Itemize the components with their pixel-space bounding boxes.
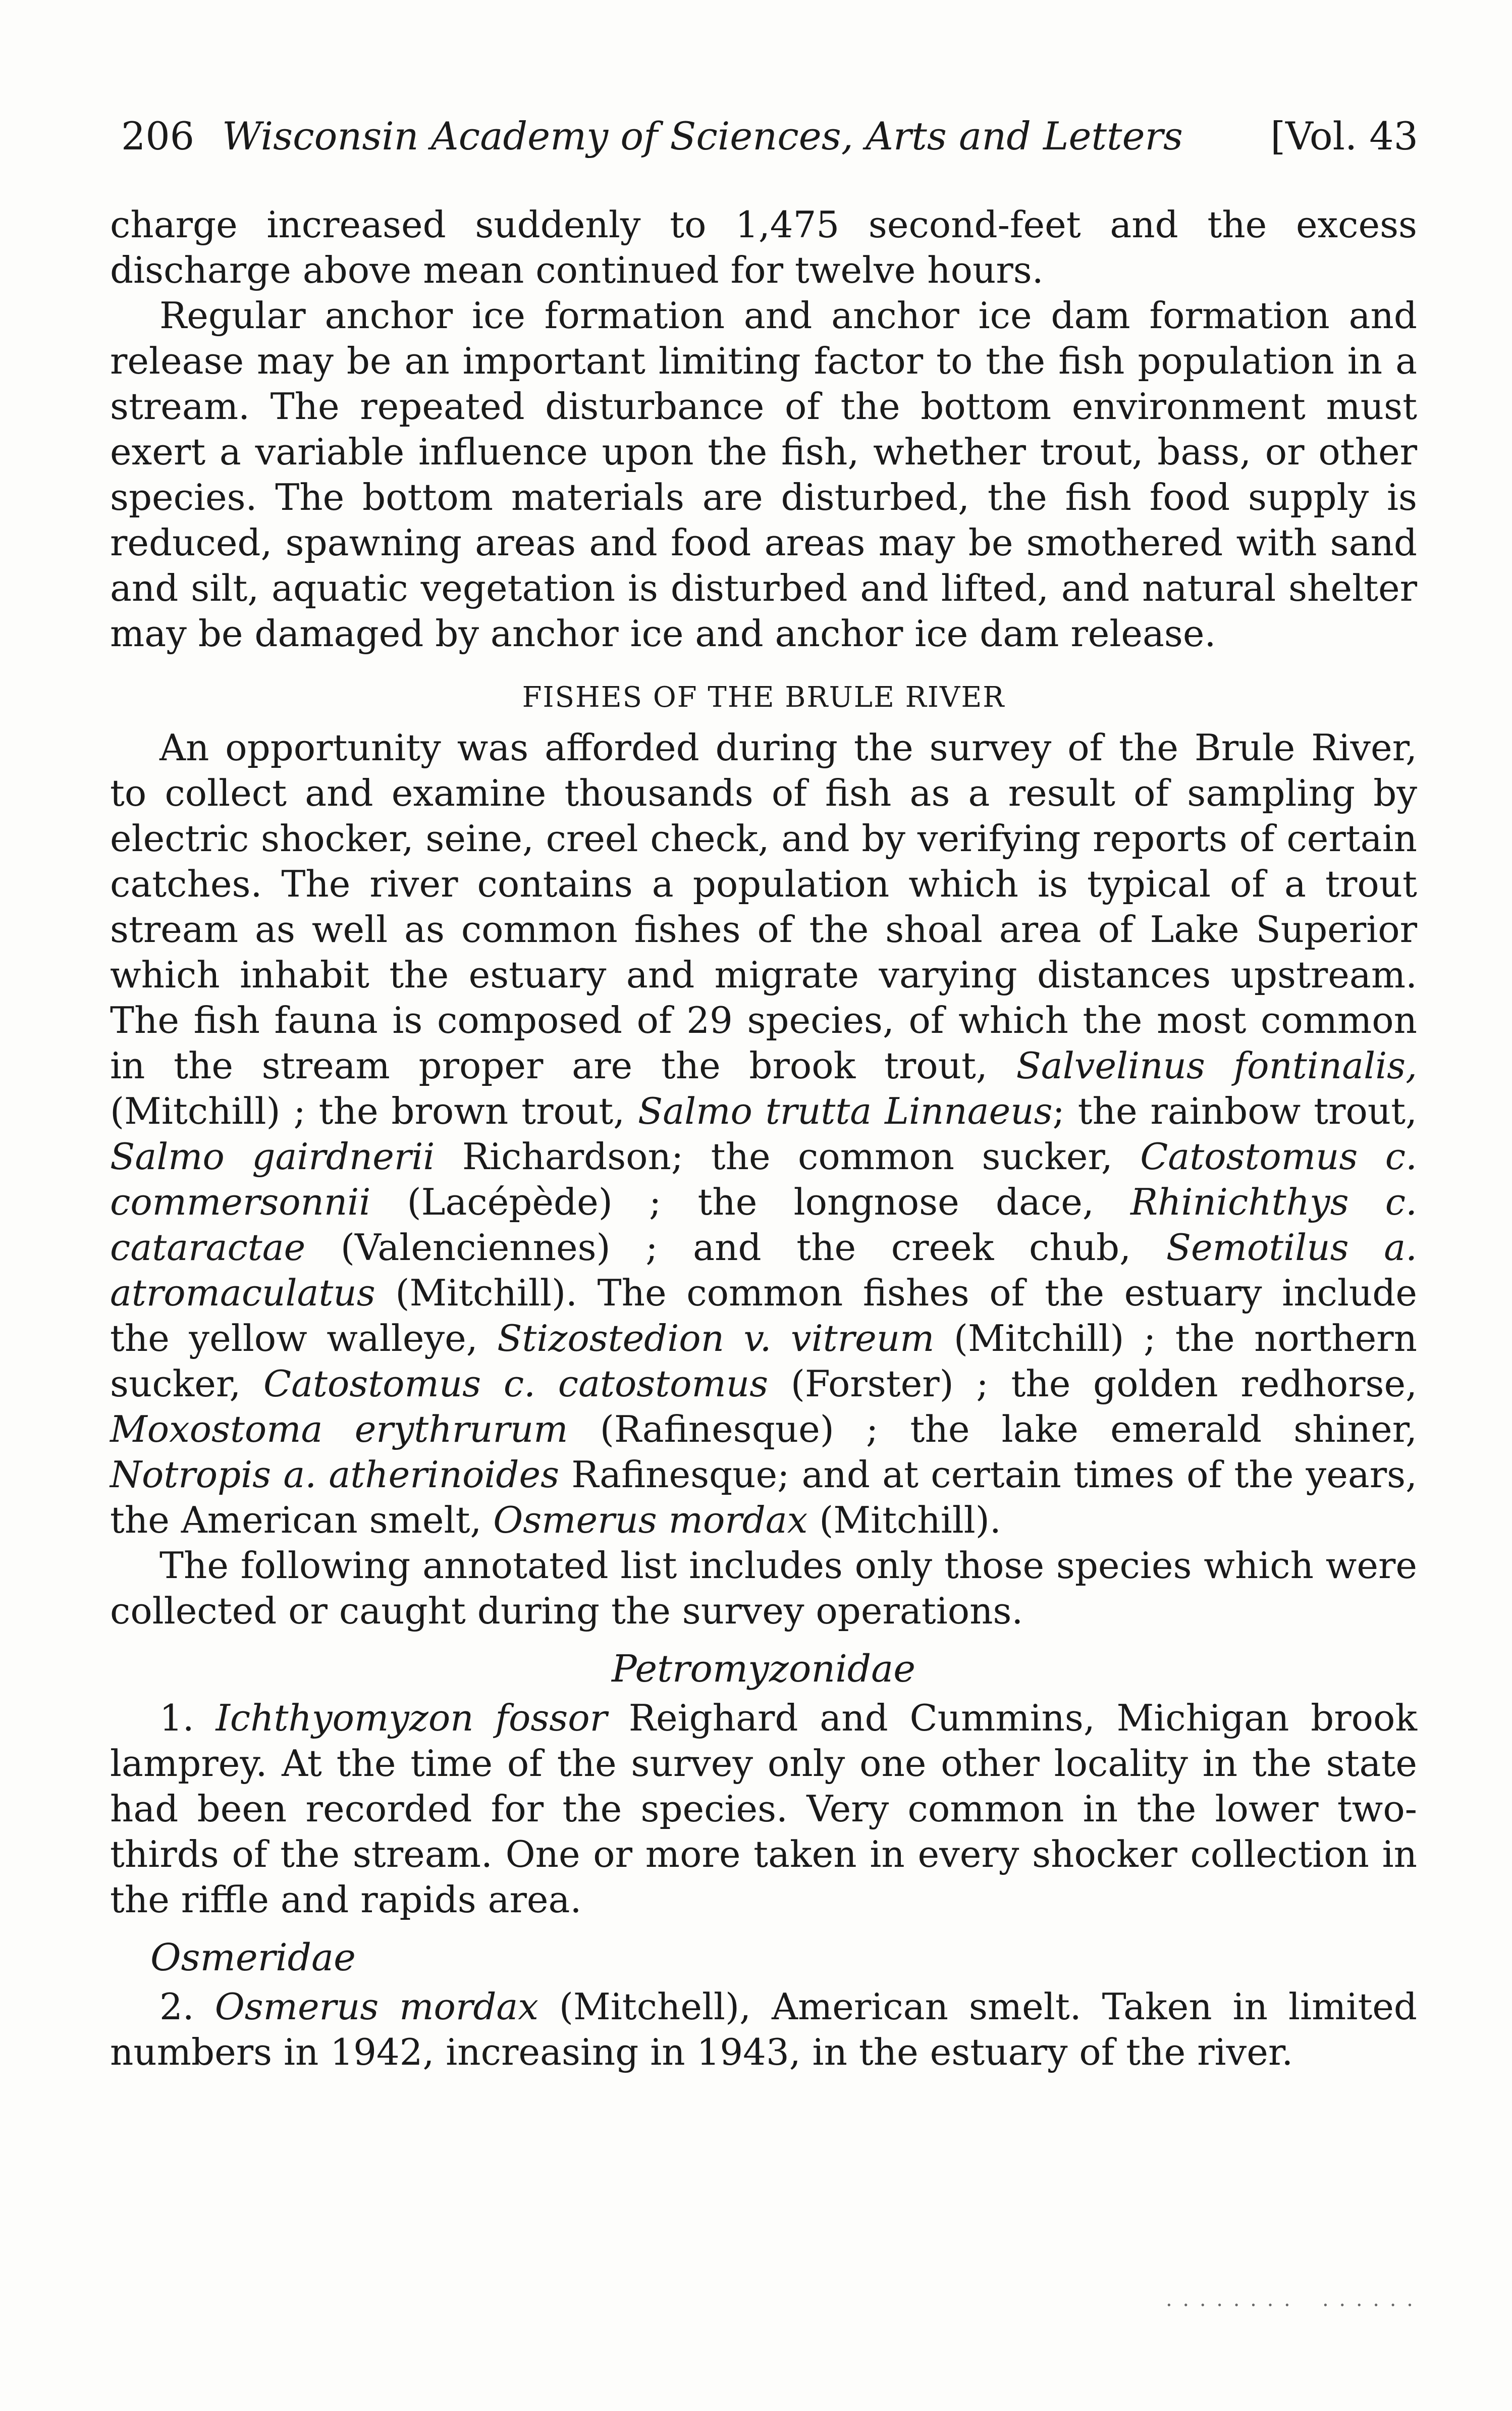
species-name: Moxostoma erythrurum	[110, 1408, 568, 1450]
family-heading-petromyzonidae: Petromyzonidae	[611, 1647, 916, 1691]
print-mark: . . . . . .	[1322, 2288, 1415, 2311]
species-name: Salvelinus fontinalis,	[1016, 1044, 1417, 1087]
running-header	[121, 101, 1418, 172]
entry-text: Reighard and Cummins, Michigan brook lamprey. At the time of the survey only one other locality in the state had been recorded for the species. Very common in the lower two-thirds of the stream. One or more taken in every shocker collection in the riffle and rapids area.	[110, 1697, 1417, 1921]
paragraph-anchor-ice: Regular anchor ice formation and anchor ice dam formation and release may be an important limiting factor to the fish population in a stream. The repeated disturbance of the bottom environment must exert a variable influence upon the fish, whether trout, bass, or other species. The bottom materials are disturbed, the fish food supply is reduced, spawning areas and food areas may be smothered with sand and silt, aquatic vegetation is disturbed and lifted, and natural shelter may be damaged by anchor ice and anchor ice dam release.	[110, 294, 1417, 655]
species-name: Semotilus a. atromaculatus	[110, 1226, 1418, 1314]
entry-number: 1.	[159, 1697, 216, 1739]
paragraph-fishes-overview	[110, 725, 1417, 1543]
species-name: Salmo gairdnerii	[110, 1135, 435, 1178]
section-heading: FISHES OF THE BRULE RIVER	[522, 681, 1005, 714]
species-name: Catostomus c. commersonnii	[110, 1135, 1418, 1223]
species-name: Catostomus c. catostomus	[263, 1362, 769, 1405]
text-run: Rafinesque; and at certain times of the years, the American smelt,	[110, 1453, 1418, 1541]
species-name: Notropis a. atherinoides	[110, 1453, 560, 1496]
species-name: Ichthyomyzon fossor	[215, 1697, 607, 1739]
species-entry-1	[110, 1695, 1417, 1922]
body-text	[110, 202, 1417, 2075]
text-run: (Mitchill) ; the northern sucker,	[110, 1317, 1418, 1405]
text-run: (Forster) ; the golden redhorse,	[768, 1362, 1417, 1405]
text-run: (Rafinesque) ; the lake emerald shiner,	[568, 1408, 1418, 1450]
text-run: An opportunity was afforded during the survey of the Brule River, to collect and examine thousands of fish as a result of sampling by electric shocker, seine, creel check, and by verifying reports of certain catches. The river contains a population which is typical of a trout stream as well as common fishes of the shoal area of Lake Superior which inhabit the estuary and migrate varying distances upstream. The fish fauna is composed of 29 species, of which the most common in the stream proper are the brook trout,	[110, 726, 1417, 1087]
species-name: Osmerus mordax	[214, 1985, 538, 2028]
species-name: Osmerus mordax	[493, 1499, 808, 1541]
family-heading-osmeridae: Osmeridae	[150, 1936, 356, 1979]
journal-title: Wisconsin Academy of Sciences, Arts and Letters	[222, 114, 1183, 159]
text-run: (Mitchill).	[807, 1499, 1001, 1541]
text-run: Richardson; the common sucker,	[435, 1135, 1141, 1178]
entry-text: (Mitchell), American smelt. Taken in limited numbers in 1942, increasing in 1943, in the estuary of the river.	[110, 1985, 1417, 2073]
text-run: (Mitchill) ; the brown trout,	[110, 1090, 638, 1132]
volume-label: [Vol. 43	[1270, 114, 1418, 159]
text-run: (Valenciennes) ; and the creek chub,	[305, 1226, 1166, 1269]
entry-number: 2.	[159, 1985, 215, 2028]
species-name: Rhinichthys c. cataractae	[110, 1181, 1417, 1269]
text-run: ; the rainbow trout,	[1052, 1090, 1417, 1132]
species-name: Stizostedion v. vitreum	[497, 1317, 935, 1359]
text-run: (Lacépède) ; the longnose dace,	[370, 1181, 1130, 1223]
page-number: 206	[121, 114, 195, 159]
print-mark: . . . . . . . .	[1166, 2288, 1292, 2311]
text-run: (Mitchill). The common fishes of the estuary include the yellow walleye,	[110, 1272, 1417, 1359]
paragraph-continuation: charge increased suddenly to 1,475 second-feet and the excess discharge above mean continued for twelve hours.	[110, 203, 1417, 291]
paragraph-annotated-list-intro: The following annotated list includes only those species which were collected or caught during the survey operations.	[110, 1544, 1417, 1632]
species-name: Salmo trutta Linnaeus	[637, 1090, 1053, 1132]
species-entry-2	[110, 1984, 1417, 2075]
